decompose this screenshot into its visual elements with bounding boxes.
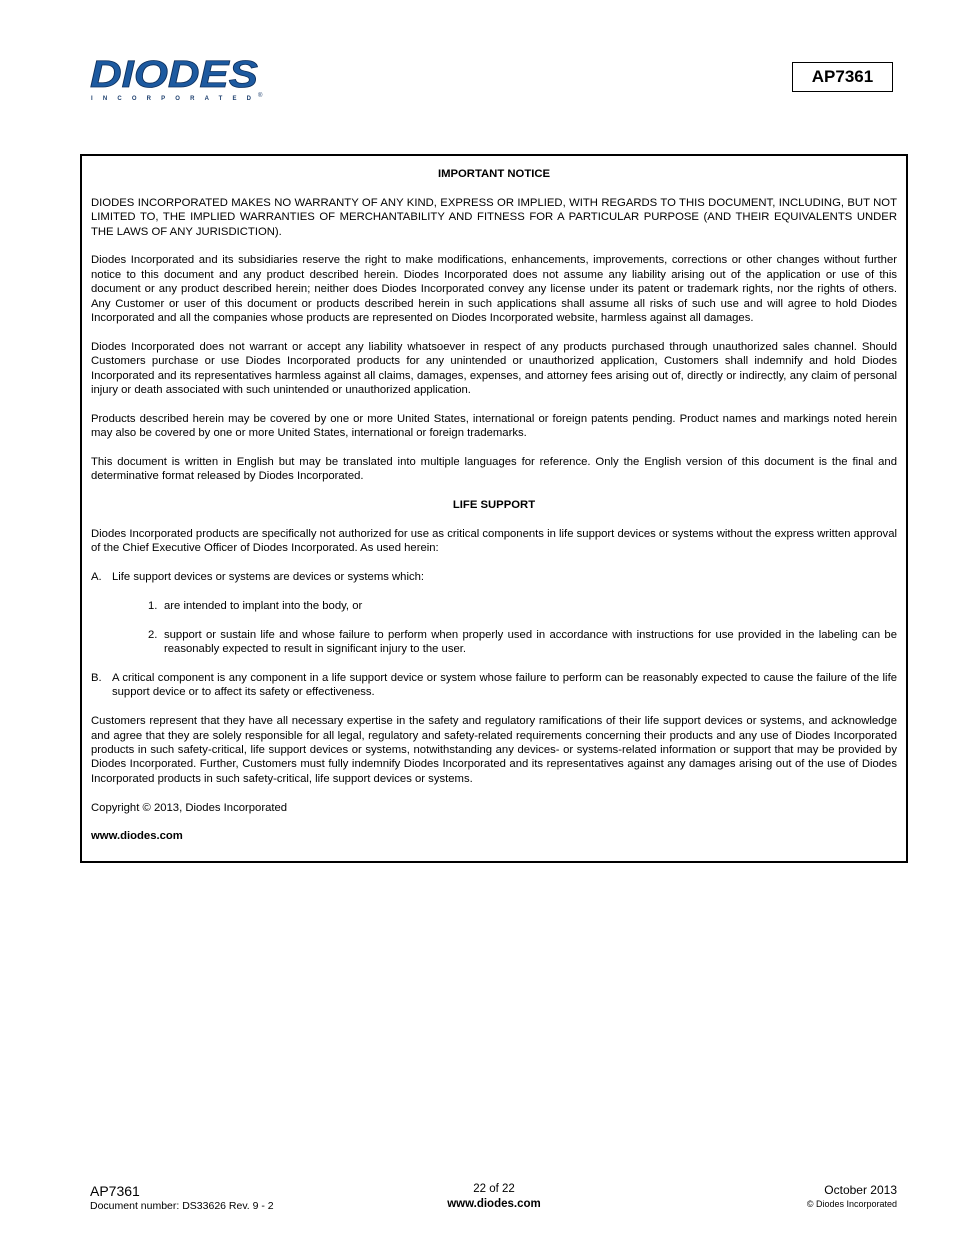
diodes-logo — [90, 56, 265, 102]
sub-list-item-1 — [148, 599, 897, 613]
list-marker: 1. — [148, 600, 158, 613]
sub-list-item-2 — [148, 628, 897, 657]
notice-paragraph-language: This document is written in English but may be translated into multiple languages for reference. Only the English version of this document is the final and determinative format released by Diodes Incorporated. — [91, 456, 897, 483]
logo-wordmark: DIODES — [90, 56, 258, 96]
notice-paragraph-unauthorized: Diodes Incorporated does not warrant or accept any liability whatsoever in respect of any products purchased through unauthorized sales channel. Should Customers purchase or use Diodes Incorporated products for any unintended or unauthorized application, Customers shall indemnify and hold Diodes Incorporated and its representatives harmless against all claims, damages, expenses, and attorney fees arising out of, directly or indirectly, any claim of personal injury or death associated with such unintended or unauthorized application. — [91, 340, 897, 397]
list-marker: A. — [91, 571, 102, 584]
list-item-text: support or sustain life and whose failure to perform when properly used in accordance with instructions for use provided in the labeling can be reasonably expected to result in significant injury to the user. — [164, 628, 897, 656]
list-item-b — [91, 671, 897, 700]
life-support-title: LIFE SUPPORT — [452, 499, 536, 512]
part-number-box: AP7361 — [792, 62, 893, 92]
logo-tagline: INCORPORATED — [91, 96, 252, 102]
life-support-intro: Diodes Incorporated products are specifically not authorized for use as critical components in life support devices or systems without the express written approval of the Chief Executive Officer of Diodes Incorporated. As used herein: — [91, 528, 897, 555]
notice-paragraph-patents: Products described herein may be covered by one or more United States, international or foreign patents pending. Product names and markings noted herein may also be covered by one or more United States, international or foreign trademarks. — [91, 412, 897, 440]
footer-date: October 2013 — [824, 1183, 897, 1197]
list-item-text: are intended to implant into the body, or — [164, 600, 363, 613]
notice-title: IMPORTANT NOTICE — [437, 168, 551, 180]
footer-right — [807, 1183, 897, 1211]
footer-left — [90, 1183, 274, 1213]
list-marker: 2. — [148, 628, 158, 641]
footer-copyright: © Diodes Incorporated — [806, 1199, 897, 1209]
list-item-a — [91, 570, 897, 584]
copyright-line: Copyright © 2013, Diodes Incorporated — [91, 801, 288, 814]
list-marker: B. — [91, 672, 102, 685]
footer-part-number: AP7361 — [90, 1183, 140, 1199]
list-item-text: A critical component is any component in a life support device or system whose failure to perform can be reasonably expected to cause the failure of the life support device or to affect its safety or effectiveness. — [112, 672, 897, 699]
notice-paragraph-modifications: Diodes Incorporated and its subsidiaries reserve the right to make modifications, enhancements, improvements, corrections or other changes without further notice to this document and any product described herein. Diodes Incorporated does not assume any liability arising out of the application or use of this document or any product described herein; neither does Diodes Incorporated convey any license under its patent or trademark rights, nor the rights of others. Any Customer or user of this document or products described herein in such applications shall assume all risks of such use and will agree to hold Diodes Incorporated and all the companies whose products are represented on Diodes Incorporated website, harmless against all damages. — [91, 254, 897, 325]
customers-paragraph: Customers represent that they have all necessary expertise in the safety and regulatory ramifications of their life support devices or systems, and acknowledge and agree that they are solely responsible for all legal, regulatory and safety-related requirements concerning their products and any use of Diodes Incorporated products in such safety-critical, life support devices or systems, notwithstanding any devices- or systems-related information or support that may be provided by Diodes Incorporated. Further, Customers must fully indemnify Diodes Incorporated and its representatives against any damages arising out of the use of Diodes Incorporated products in such safety-critical, life support devices or systems. — [91, 715, 897, 785]
list-item-text: Life support devices or systems are devices or systems which: — [112, 571, 425, 584]
important-notice-box — [80, 154, 908, 863]
footer-website-link[interactable]: www.diodes.com — [447, 1198, 541, 1210]
page-number: 22 of 22 — [473, 1183, 515, 1195]
registered-mark-icon: ® — [258, 93, 263, 99]
footer-document-number: Document number: DS33626 Rev. 9 - 2 — [90, 1200, 274, 1212]
notice-paragraph-warranty: DIODES INCORPORATED MAKES NO WARRANTY OF ANY KIND, EXPRESS OR IMPLIED, WITH REGARDS TO THIS DOCUMENT, INCLUDING, BUT NOT LIMITED TO, THE IMPLIED WARRANTIES OF MERCHANTABILITY AND FITNESS FOR A PARTICULAR PURPOSE (AND THEIR EQUIVALENTS UNDER THE LAWS OF ANY JURISDICTION). — [91, 196, 897, 238]
footer-center — [394, 1182, 594, 1212]
website-link[interactable]: www.diodes.com — [91, 830, 183, 843]
